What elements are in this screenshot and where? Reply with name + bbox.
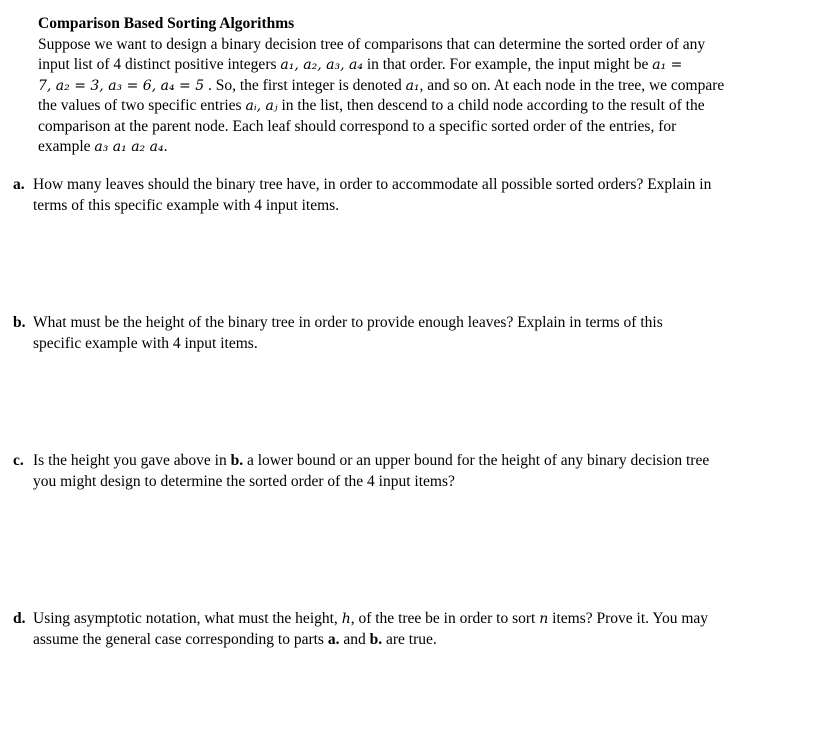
intro-line-3: 7, a₂ = 3, a₃ = 6, a₄ = 5 . So, the first integer is denoted a₁, and so on. At each node in the tree, we compare	[38, 76, 725, 94]
question-text: What must be the height of the binary tree in order to provide enough leaves? Explain in terms of this	[33, 314, 663, 331]
math-sorted-example: a₃ a₁ a₂ a₄	[94, 139, 164, 155]
question-text: terms of this specific example with 4 input items.	[33, 196, 340, 214]
math-a1-eq: a₁ =	[652, 57, 683, 73]
intro-line-5: comparison at the parent node. Each leaf should correspond to a specific sorted order of the entries, for	[38, 117, 677, 135]
question-c: c. Is the height you gave above in b. a lower bound or an upper bound for the height of any binary decision tree you might design to determine the sorted order of the 4 input items?	[13, 452, 710, 490]
question-b	[13, 313, 663, 354]
intro-line-6: example a₃ a₁ a₂ a₄.	[38, 138, 168, 155]
question-letter: c.	[13, 452, 24, 469]
math-n: n	[539, 611, 549, 627]
intro-line-2: input list of 4 distinct positive integers a₁, a₂, a₃, a₄ in that order. For example, the input might be a₁ =	[38, 56, 683, 73]
question-letter: b.	[13, 314, 26, 331]
question-letter: d.	[13, 610, 26, 627]
math-a1: a₁	[405, 77, 420, 94]
question-text: How many leaves should the binary tree have, in order to accommodate all possible sorted orders? Explain in	[33, 176, 712, 193]
intro-section	[38, 14, 724, 158]
question-text: specific example with 4 input items.	[33, 334, 258, 352]
question-d: d. Using asymptotic notation, what must the height, h, of the tree be in order to sort n items? Prove it. You may assume the general case corresponding to parts a. and b. are true.	[13, 610, 709, 648]
question-text: you might design to determine the sorted order of the 4 input items?	[33, 472, 455, 490]
question-letter: a.	[13, 176, 25, 193]
math-ai-aj: aᵢ, aⱼ	[245, 98, 278, 114]
question-a	[13, 175, 711, 216]
math-h: h	[341, 611, 351, 627]
page-title: Comparison Based Sorting Algorithms	[38, 15, 295, 32]
intro-line-1: Suppose we want to design a binary decision tree of comparisons that can determine the sorted order of any	[38, 35, 706, 53]
math-example-values: 7, a₂ = 3, a₃ = 6, a₄ = 5	[38, 77, 205, 94]
intro-line-4: the values of two specific entries aᵢ, aⱼ in the list, then descend to a child node according to the result of the	[38, 97, 705, 114]
math-variables: a₁, a₂, a₃, a₄	[280, 57, 363, 73]
